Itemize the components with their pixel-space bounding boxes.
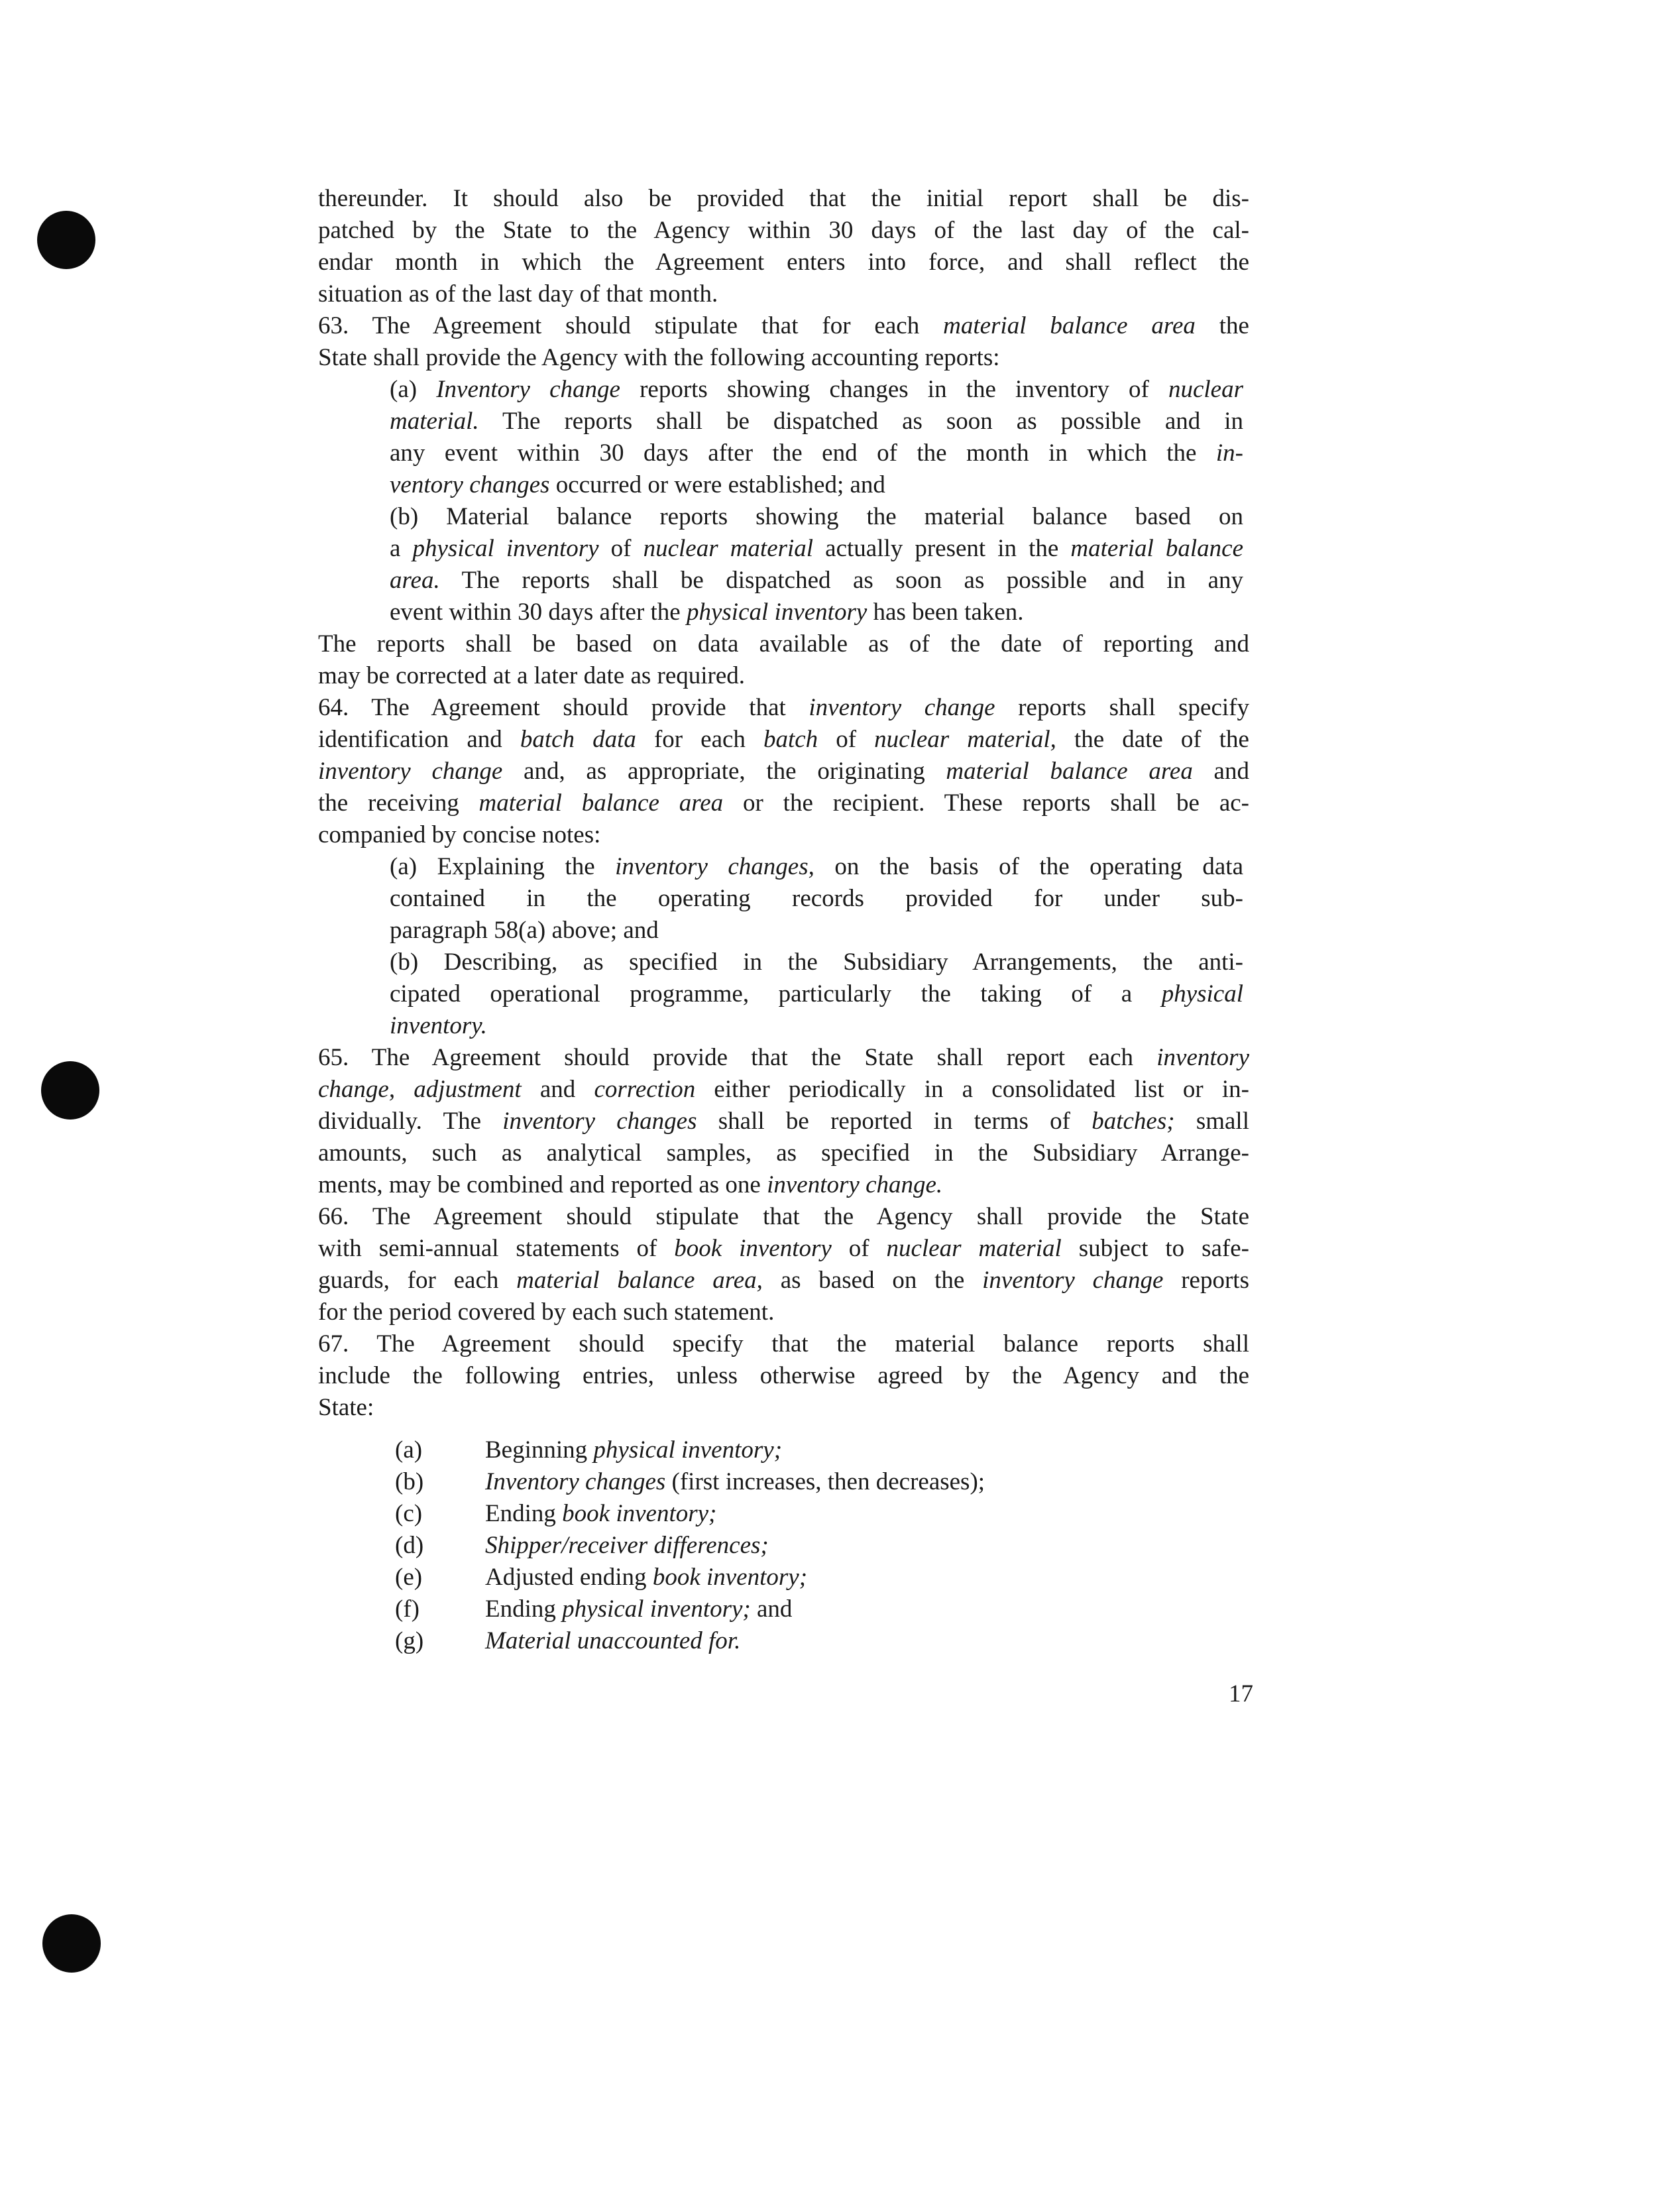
italic-term: material. — [390, 408, 479, 435]
text-run: cipated operational programme, particularly the taking of a — [390, 980, 1162, 1008]
text-line — [390, 501, 1243, 533]
text-run: thereunder. It should also be provided that the initial report shall be dis- — [318, 185, 1249, 212]
text-run: the receiving — [318, 789, 479, 817]
italic-term: physical inventory — [412, 535, 599, 562]
italic-term: nuclear material — [886, 1235, 1062, 1262]
text-line — [390, 1010, 1243, 1042]
text-run: patched by the State to the Agency within 30 days of the last day of the cal- — [318, 217, 1249, 244]
text-line — [318, 247, 1249, 278]
text-line — [318, 1360, 1249, 1392]
text-line — [390, 947, 1243, 978]
italic-term: Shipper/receiver differences; — [485, 1532, 769, 1559]
text-run: State: — [318, 1394, 374, 1421]
text-run: of — [818, 726, 875, 753]
text-run: (b) Describing, as specified in the Subsidiary Arrangements, the anti- — [390, 949, 1243, 976]
italic-term: batch — [763, 726, 818, 753]
italic-term: material balance — [1070, 535, 1243, 562]
text-run: (a) — [390, 376, 437, 403]
text-line — [390, 851, 1243, 883]
text-run: and, as appropriate, the originating — [502, 758, 946, 785]
text-run: (b) Material balance reports showing the material balance based on — [390, 503, 1243, 530]
list-item — [395, 1562, 1249, 1593]
text-run: include the following entries, unless otherwise agreed by the Agency and the — [318, 1362, 1249, 1389]
page-body — [318, 183, 1249, 1657]
text-run: has been taken. — [867, 599, 1024, 626]
list-item — [395, 1434, 1249, 1466]
text-run: for the period covered by each such statement. — [318, 1298, 775, 1326]
text-line — [390, 374, 1243, 406]
text-run: 67. The Agreement should specify that the material balance reports shall — [318, 1330, 1249, 1357]
text-run: The reports shall be dispatched as soon as possible and in — [478, 408, 1243, 435]
italic-term: batches; — [1092, 1108, 1175, 1135]
italic-term: Inventory change — [436, 376, 620, 403]
italic-term: inventory change — [809, 694, 995, 721]
italic-term: book inventory — [674, 1235, 832, 1262]
text-line — [318, 342, 1249, 374]
italic-term: book inventory; — [562, 1500, 717, 1527]
text-run: paragraph 58(a) above; and — [390, 917, 659, 944]
list-item-label: (g) — [395, 1627, 424, 1654]
list-item-label: (c) — [395, 1500, 423, 1527]
text-run: of — [598, 535, 644, 562]
italic-term: material balance area — [946, 758, 1193, 785]
text-line — [318, 1328, 1249, 1360]
text-line — [318, 628, 1249, 660]
text-line — [390, 883, 1243, 915]
italic-term: inventory change — [318, 758, 503, 785]
text-run: reports showing changes in the inventory of — [620, 376, 1168, 403]
text-run: event within 30 days after the — [390, 599, 687, 626]
list-item — [395, 1498, 1249, 1530]
text-line — [390, 533, 1243, 565]
text-line — [318, 1169, 1249, 1201]
text-run: contained in the operating records provided for under sub- — [390, 885, 1243, 912]
text-run: situation as of the last day of that month. — [318, 280, 718, 308]
italic-term: inventory changes — [502, 1108, 697, 1135]
text-line — [318, 1265, 1249, 1297]
text-line — [318, 183, 1249, 215]
text-run: small — [1174, 1108, 1249, 1135]
list-item-label: (b) — [395, 1468, 424, 1495]
text-run: the — [1195, 312, 1249, 339]
text-run: endar month in which the Agreement enters into force, and shall reflect the — [318, 249, 1249, 276]
text-run: 65. The Agreement should provide that the State shall report each — [318, 1044, 1157, 1071]
list-item — [395, 1530, 1249, 1562]
list-item — [395, 1466, 1249, 1498]
text-run: either periodically in a consolidated list or in- — [695, 1076, 1249, 1103]
list-item-label: (a) — [395, 1436, 423, 1464]
text-run: for each — [636, 726, 763, 753]
text-run: with semi-annual statements of — [318, 1235, 675, 1262]
text-line — [390, 597, 1243, 628]
punch-hole — [37, 211, 95, 269]
italic-term: batch data — [520, 726, 636, 753]
text-line — [318, 756, 1249, 787]
text-run: The reports shall be dispatched as soon as possible and in any — [439, 567, 1243, 594]
text-run: identification and — [318, 726, 520, 753]
text-line — [318, 1201, 1249, 1233]
italic-term: physical inventory; — [593, 1436, 783, 1464]
text-run: reports shall specify — [995, 694, 1249, 721]
italic-term: change, adjustment — [318, 1076, 522, 1103]
list-item — [395, 1625, 1249, 1657]
text-run: Adjusted ending — [485, 1564, 653, 1591]
text-run: guards, for each — [318, 1267, 517, 1294]
text-run: and — [521, 1076, 594, 1103]
italic-term: material balance area, — [516, 1267, 763, 1294]
text-line — [318, 1042, 1249, 1074]
italic-term: material balance area — [943, 312, 1196, 339]
text-run: amounts, such as analytical samples, as specified in the Subsidiary Arrange- — [318, 1139, 1249, 1167]
list-item-label: (d) — [395, 1532, 424, 1559]
text-run: occurred or were established; and — [549, 471, 885, 498]
text-run: reports — [1163, 1267, 1249, 1294]
text-line — [318, 660, 1249, 692]
italic-term: material balance area — [478, 789, 724, 817]
text-run: ments, may be combined and reported as one — [318, 1171, 767, 1198]
text-line — [318, 692, 1249, 724]
text-line — [318, 1137, 1249, 1169]
italic-term: nuclear — [1168, 376, 1243, 403]
italic-term: physical inventory — [686, 599, 868, 626]
text-run: The reports shall be based on data available as of the date of reporting and — [318, 630, 1249, 658]
italic-term: inventory — [1156, 1044, 1249, 1071]
page-number: 17 — [1229, 1680, 1253, 1707]
italic-term: physical — [1161, 980, 1243, 1008]
text-run: shall be reported in terms of — [697, 1108, 1092, 1135]
text-run: Beginning — [485, 1436, 594, 1464]
italic-term: nuclear material — [643, 535, 814, 562]
italic-term: correction — [594, 1076, 696, 1103]
text-run: (first increases, then decreases); — [665, 1468, 985, 1495]
text-run: 64. The Agreement should provide that — [318, 694, 809, 721]
punch-hole — [42, 1914, 101, 1973]
text-run: dividually. The — [318, 1108, 503, 1135]
text-run: Ending — [485, 1500, 563, 1527]
italic-term: inventory. — [390, 1012, 487, 1039]
text-run: a — [390, 535, 413, 562]
text-line — [390, 437, 1243, 469]
italic-term: inventory change — [982, 1267, 1164, 1294]
text-run: companied by concise notes: — [318, 821, 601, 848]
text-run: may be corrected at a later date as required. — [318, 662, 746, 689]
italic-term: area. — [390, 567, 440, 594]
italic-term: Inventory changes — [485, 1468, 666, 1495]
italic-term: inventory changes, — [615, 853, 814, 880]
text-run: any event within 30 days after the end of the month in which the — [390, 439, 1216, 467]
text-run: subject to safe- — [1061, 1235, 1249, 1262]
text-line — [390, 469, 1243, 501]
list-item — [395, 1593, 1249, 1625]
italic-term: inventory change. — [767, 1171, 943, 1198]
text-line — [318, 278, 1249, 310]
text-line — [318, 819, 1249, 851]
text-line — [318, 1074, 1249, 1106]
italic-term: Material unaccounted for. — [485, 1627, 741, 1654]
text-line — [390, 565, 1243, 597]
text-line — [390, 915, 1243, 947]
italic-term: in- — [1215, 439, 1243, 467]
text-run: and — [1192, 758, 1249, 785]
text-line — [390, 406, 1243, 437]
text-line — [318, 1297, 1249, 1328]
italic-term: nuclear material, — [874, 726, 1056, 753]
text-run: and — [750, 1595, 793, 1623]
text-run: 66. The Agreement should stipulate that the Agency shall provide the State — [318, 1203, 1249, 1230]
italic-term: ventory changes — [390, 471, 550, 498]
text-line — [318, 1392, 1249, 1424]
text-line — [318, 310, 1249, 342]
list-item-label: (f) — [395, 1595, 420, 1623]
italic-term: physical inventory; — [562, 1595, 751, 1623]
text-line — [318, 215, 1249, 247]
list-item-label: (e) — [395, 1564, 423, 1591]
italic-term: book inventory; — [652, 1564, 808, 1591]
text-line — [318, 787, 1249, 819]
text-run: of — [831, 1235, 887, 1262]
text-line — [318, 724, 1249, 756]
text-run: State shall provide the Agency with the following accounting reports: — [318, 344, 1000, 371]
text-run: (a) Explaining the — [390, 853, 616, 880]
text-run: the date of the — [1056, 726, 1249, 753]
punch-hole — [41, 1061, 99, 1120]
text-run: on the basis of the operating data — [814, 853, 1243, 880]
text-run: 63. The Agreement should stipulate that for each — [318, 312, 944, 339]
text-run: Ending — [485, 1595, 563, 1623]
text-line — [318, 1106, 1249, 1137]
text-run: or the recipient. These reports shall be ac- — [723, 789, 1249, 817]
text-line — [390, 978, 1243, 1010]
text-line — [318, 1233, 1249, 1265]
text-run: as based on the — [762, 1267, 983, 1294]
text-run: actually present in the — [813, 535, 1071, 562]
